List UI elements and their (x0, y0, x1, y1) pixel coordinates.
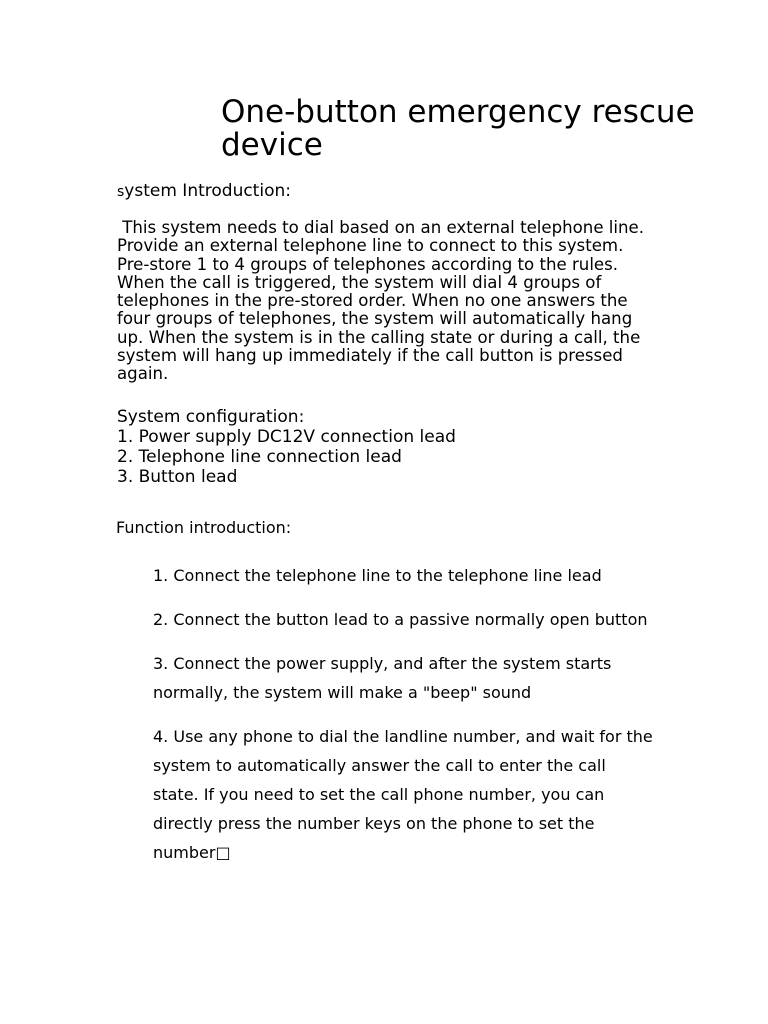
system-intro-paragraph: This system needs to dial based on an external telephone line. Provide an external telephone line to connect to this system. Pre-store 1 to 4 groups of telephones according to the rules. When the call is triggered, the system will dial 4 groups of telephones in the pre-stored order. When no one answers the four groups of telephones, the system will automatically hang up. When the system is in the calling state or during a call, the system will hang up immediately if the call button is pressed again. (117, 218, 650, 384)
function-intro-item: 3. Connect the power supply, and after the system starts normally, the system will make a "beep" sound (153, 654, 612, 702)
function-intro-item: 4. Use any phone to dial the landline number, and wait for the system to automatically answer the call to enter the call state. If you need to set the call phone number, you can directly press the number keys on the phone to set the number□ (153, 727, 653, 862)
function-intro-item: 1. Connect the telephone line to the telephone line lead (153, 566, 602, 585)
system-config-item: 1. Power supply DC12V connection lead (117, 427, 456, 447)
system-intro-heading-first-letter: s (117, 184, 125, 200)
system-config-heading: System configuration: (117, 407, 305, 427)
system-intro-heading-rest: ystem Introduction: (124, 181, 291, 201)
function-intro-list (153, 561, 653, 882)
system-intro-heading (117, 181, 291, 203)
function-intro-heading: Function introduction: (116, 518, 292, 537)
system-config-item: 3. Button lead (117, 467, 238, 487)
document-title: One-button emergency rescue device (221, 94, 695, 163)
function-intro-item: 2. Connect the button lead to a passive normally open button (153, 610, 648, 629)
system-config-item: 2. Telephone line connection lead (117, 447, 402, 467)
system-config-section (117, 407, 456, 487)
